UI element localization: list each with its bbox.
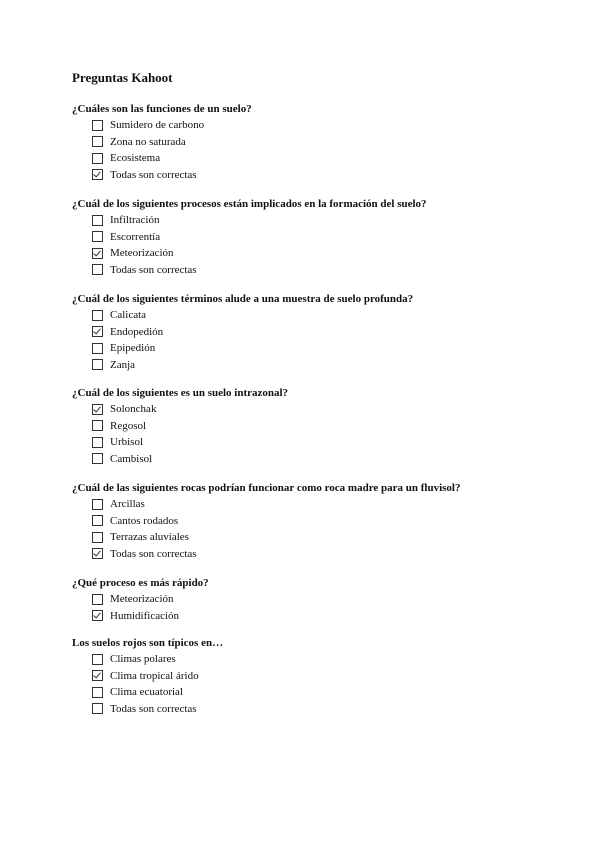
option-label: Todas son correctas (110, 702, 197, 715)
options-list (72, 117, 552, 183)
option-label: Climas polares (110, 653, 176, 665)
checkbox[interactable] (92, 453, 103, 464)
options-list (72, 212, 552, 278)
checkbox[interactable] (92, 687, 103, 698)
option-item (72, 134, 552, 151)
checkbox[interactable] (92, 136, 103, 147)
question-text: ¿Cuál de los siguientes términos alude a una muestra de suelo profunda? (72, 293, 414, 305)
option-label: Infiltración (110, 214, 160, 226)
option-label: Cantos rodados (110, 514, 179, 527)
option-item (72, 496, 552, 513)
option-item (72, 117, 552, 134)
page-title: Preguntas Kahoot (72, 70, 173, 85)
options-list (72, 651, 552, 717)
option-label: Terrazas aluviales (110, 531, 189, 543)
checkbox[interactable] (92, 420, 103, 431)
question-block (72, 385, 552, 467)
checkbox[interactable] (92, 594, 103, 605)
option-item (72, 668, 552, 685)
option-item (72, 262, 552, 279)
checkbox[interactable] (92, 215, 103, 226)
option-item (72, 324, 552, 341)
option-item (72, 513, 552, 530)
question-block (72, 196, 552, 278)
option-item (72, 401, 552, 418)
option-item (72, 418, 552, 435)
option-item (72, 307, 552, 324)
checkbox[interactable] (92, 437, 103, 448)
option-label: Humidificación (110, 609, 180, 622)
option-item (72, 434, 552, 451)
option-item (72, 684, 552, 701)
option-label: Solonchak (110, 403, 157, 415)
checkbox-checked[interactable] (92, 404, 103, 415)
option-item (72, 167, 552, 184)
question-block (72, 575, 552, 624)
option-label: Todas son correctas (110, 168, 197, 181)
option-label: Urbisol (110, 436, 143, 448)
option-item (72, 150, 552, 167)
question-block (72, 101, 552, 183)
option-item (72, 529, 552, 546)
option-item (72, 357, 552, 374)
checkbox-checked[interactable] (92, 169, 103, 180)
checkbox[interactable] (92, 343, 103, 354)
option-item (72, 451, 552, 468)
options-list (72, 401, 552, 467)
options-list (72, 307, 552, 373)
option-label: Regosol (110, 419, 147, 432)
question-block (72, 635, 552, 717)
option-item (72, 245, 552, 262)
option-label: Clima ecuatorial (110, 686, 183, 698)
checkbox[interactable] (92, 654, 103, 665)
checkbox[interactable] (92, 153, 103, 164)
question-block (72, 480, 552, 562)
checkbox-checked[interactable] (92, 548, 103, 559)
option-label: Todas son correctas (110, 547, 197, 560)
option-label: Meteorización (110, 593, 174, 605)
question-text: ¿Qué proceso es más rápido? (72, 577, 209, 589)
question-block (72, 291, 552, 373)
option-item (72, 546, 552, 563)
option-label: Cambisol (110, 452, 153, 465)
checkbox-checked[interactable] (92, 248, 103, 259)
option-item (72, 608, 552, 625)
option-item (72, 229, 552, 246)
option-label: Meteorización (110, 247, 174, 259)
option-label: Zona no saturada (110, 135, 186, 148)
options-list (72, 496, 552, 562)
option-label: Endopedión (110, 325, 164, 338)
question-text: Los suelos rojos son típicos en… (72, 637, 224, 649)
question-text: ¿Cuáles son las funciones de un suelo? (72, 103, 252, 115)
checkbox[interactable] (92, 120, 103, 131)
checkbox[interactable] (92, 310, 103, 321)
checkbox-checked[interactable] (92, 670, 103, 681)
option-label: Arcillas (110, 498, 145, 510)
option-item (72, 212, 552, 229)
options-list (72, 591, 552, 624)
question-text: ¿Cuál de los siguientes es un suelo intrazonal? (72, 387, 289, 399)
option-item (72, 340, 552, 357)
option-label: Calicata (110, 309, 147, 321)
checkbox[interactable] (92, 515, 103, 526)
option-label: Escorrentía (110, 230, 161, 243)
checkbox[interactable] (92, 264, 103, 275)
checkbox[interactable] (92, 703, 103, 714)
checkbox[interactable] (92, 532, 103, 543)
question-text: ¿Cuál de las siguientes rocas podrían funcionar como roca madre para un fluvisol? (72, 482, 461, 494)
option-label: Clima tropical árido (110, 669, 199, 682)
option-label: Zanja (110, 358, 136, 371)
option-label: Todas son correctas (110, 263, 197, 276)
checkbox[interactable] (92, 359, 103, 370)
checkbox-checked[interactable] (92, 326, 103, 337)
checkbox[interactable] (92, 231, 103, 242)
option-item (72, 591, 552, 608)
option-label: Ecosistema (110, 152, 161, 164)
question-text: ¿Cuál de los siguientes procesos están implicados en la formación del suelo? (72, 198, 427, 210)
option-item (72, 651, 552, 668)
option-label: Sumidero de carbono (110, 119, 205, 131)
option-label: Epipedión (110, 342, 156, 354)
checkbox-checked[interactable] (92, 610, 103, 621)
checkbox[interactable] (92, 499, 103, 510)
option-item (72, 701, 552, 718)
